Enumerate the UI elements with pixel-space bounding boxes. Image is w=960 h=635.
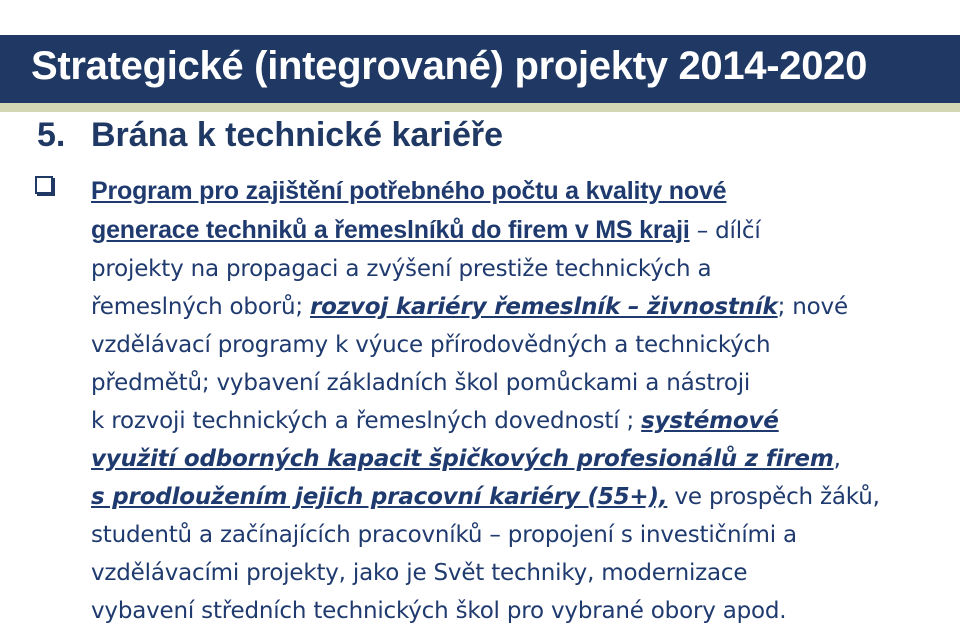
text-segment: studentů a začínajících pracovníků – propojení s investičními a xyxy=(91,522,797,548)
program-title-segment: generace techniků a řemeslníků do firem v MS kraji xyxy=(91,216,690,244)
program-title-segment: Program pro zajištění potřebného počtu a kvality nové xyxy=(91,177,727,205)
section-number: 5. xyxy=(37,116,66,154)
slide-title: Strategické (integrované) projekty 2014-2020 xyxy=(31,44,868,88)
text-segment: vzdělávací programy k výuce přírodovědných a technických xyxy=(91,332,771,358)
text-line xyxy=(91,172,951,211)
text-segment: k rozvoji technických a řemeslných dovedností ; xyxy=(91,408,642,434)
bullet-paragraph xyxy=(91,172,951,630)
emphasis-segment: s prodloužením jejich pracovní kariéry (55+), xyxy=(91,484,668,510)
text-segment: předmětů; vybavení základních škol pomůckami a nástroji xyxy=(91,370,751,396)
emphasis-segment: systémové xyxy=(641,408,779,434)
section-heading xyxy=(37,116,503,155)
text-segment: projekty na propagaci a zvýšení prestiže technických a xyxy=(91,256,712,282)
emphasis-segment: rozvoj kariéry řemeslník – živnostník xyxy=(310,294,778,320)
text-line xyxy=(91,554,951,592)
text-segment: , xyxy=(833,446,841,472)
text-line xyxy=(91,364,951,402)
text-line xyxy=(91,250,951,288)
text-line xyxy=(91,478,951,516)
emphasis-segment: využití odborných kapacit špičkových profesionálů z firem xyxy=(91,446,834,472)
accent-bar xyxy=(0,103,960,112)
text-segment: vzdělávacími projekty, jako je Svět techniky, modernizace xyxy=(91,560,748,586)
section-title: Brána k technické kariéře xyxy=(91,116,504,154)
text-segment: ve prospěch žáků, xyxy=(667,484,880,510)
text-segment: vybavení středních technických škol pro vybrané obory apod. xyxy=(91,598,787,624)
text-segment: řemeslných oborů; xyxy=(91,294,310,320)
text-segment: ; nové xyxy=(777,294,848,320)
text-line xyxy=(91,211,951,250)
text-line xyxy=(91,326,951,364)
text-segment: – dílčí xyxy=(689,218,761,244)
text-line xyxy=(91,440,951,478)
text-line xyxy=(91,288,951,326)
text-line xyxy=(91,402,951,440)
text-line xyxy=(91,516,951,554)
text-line xyxy=(91,592,951,630)
checkbox-icon xyxy=(35,176,53,194)
